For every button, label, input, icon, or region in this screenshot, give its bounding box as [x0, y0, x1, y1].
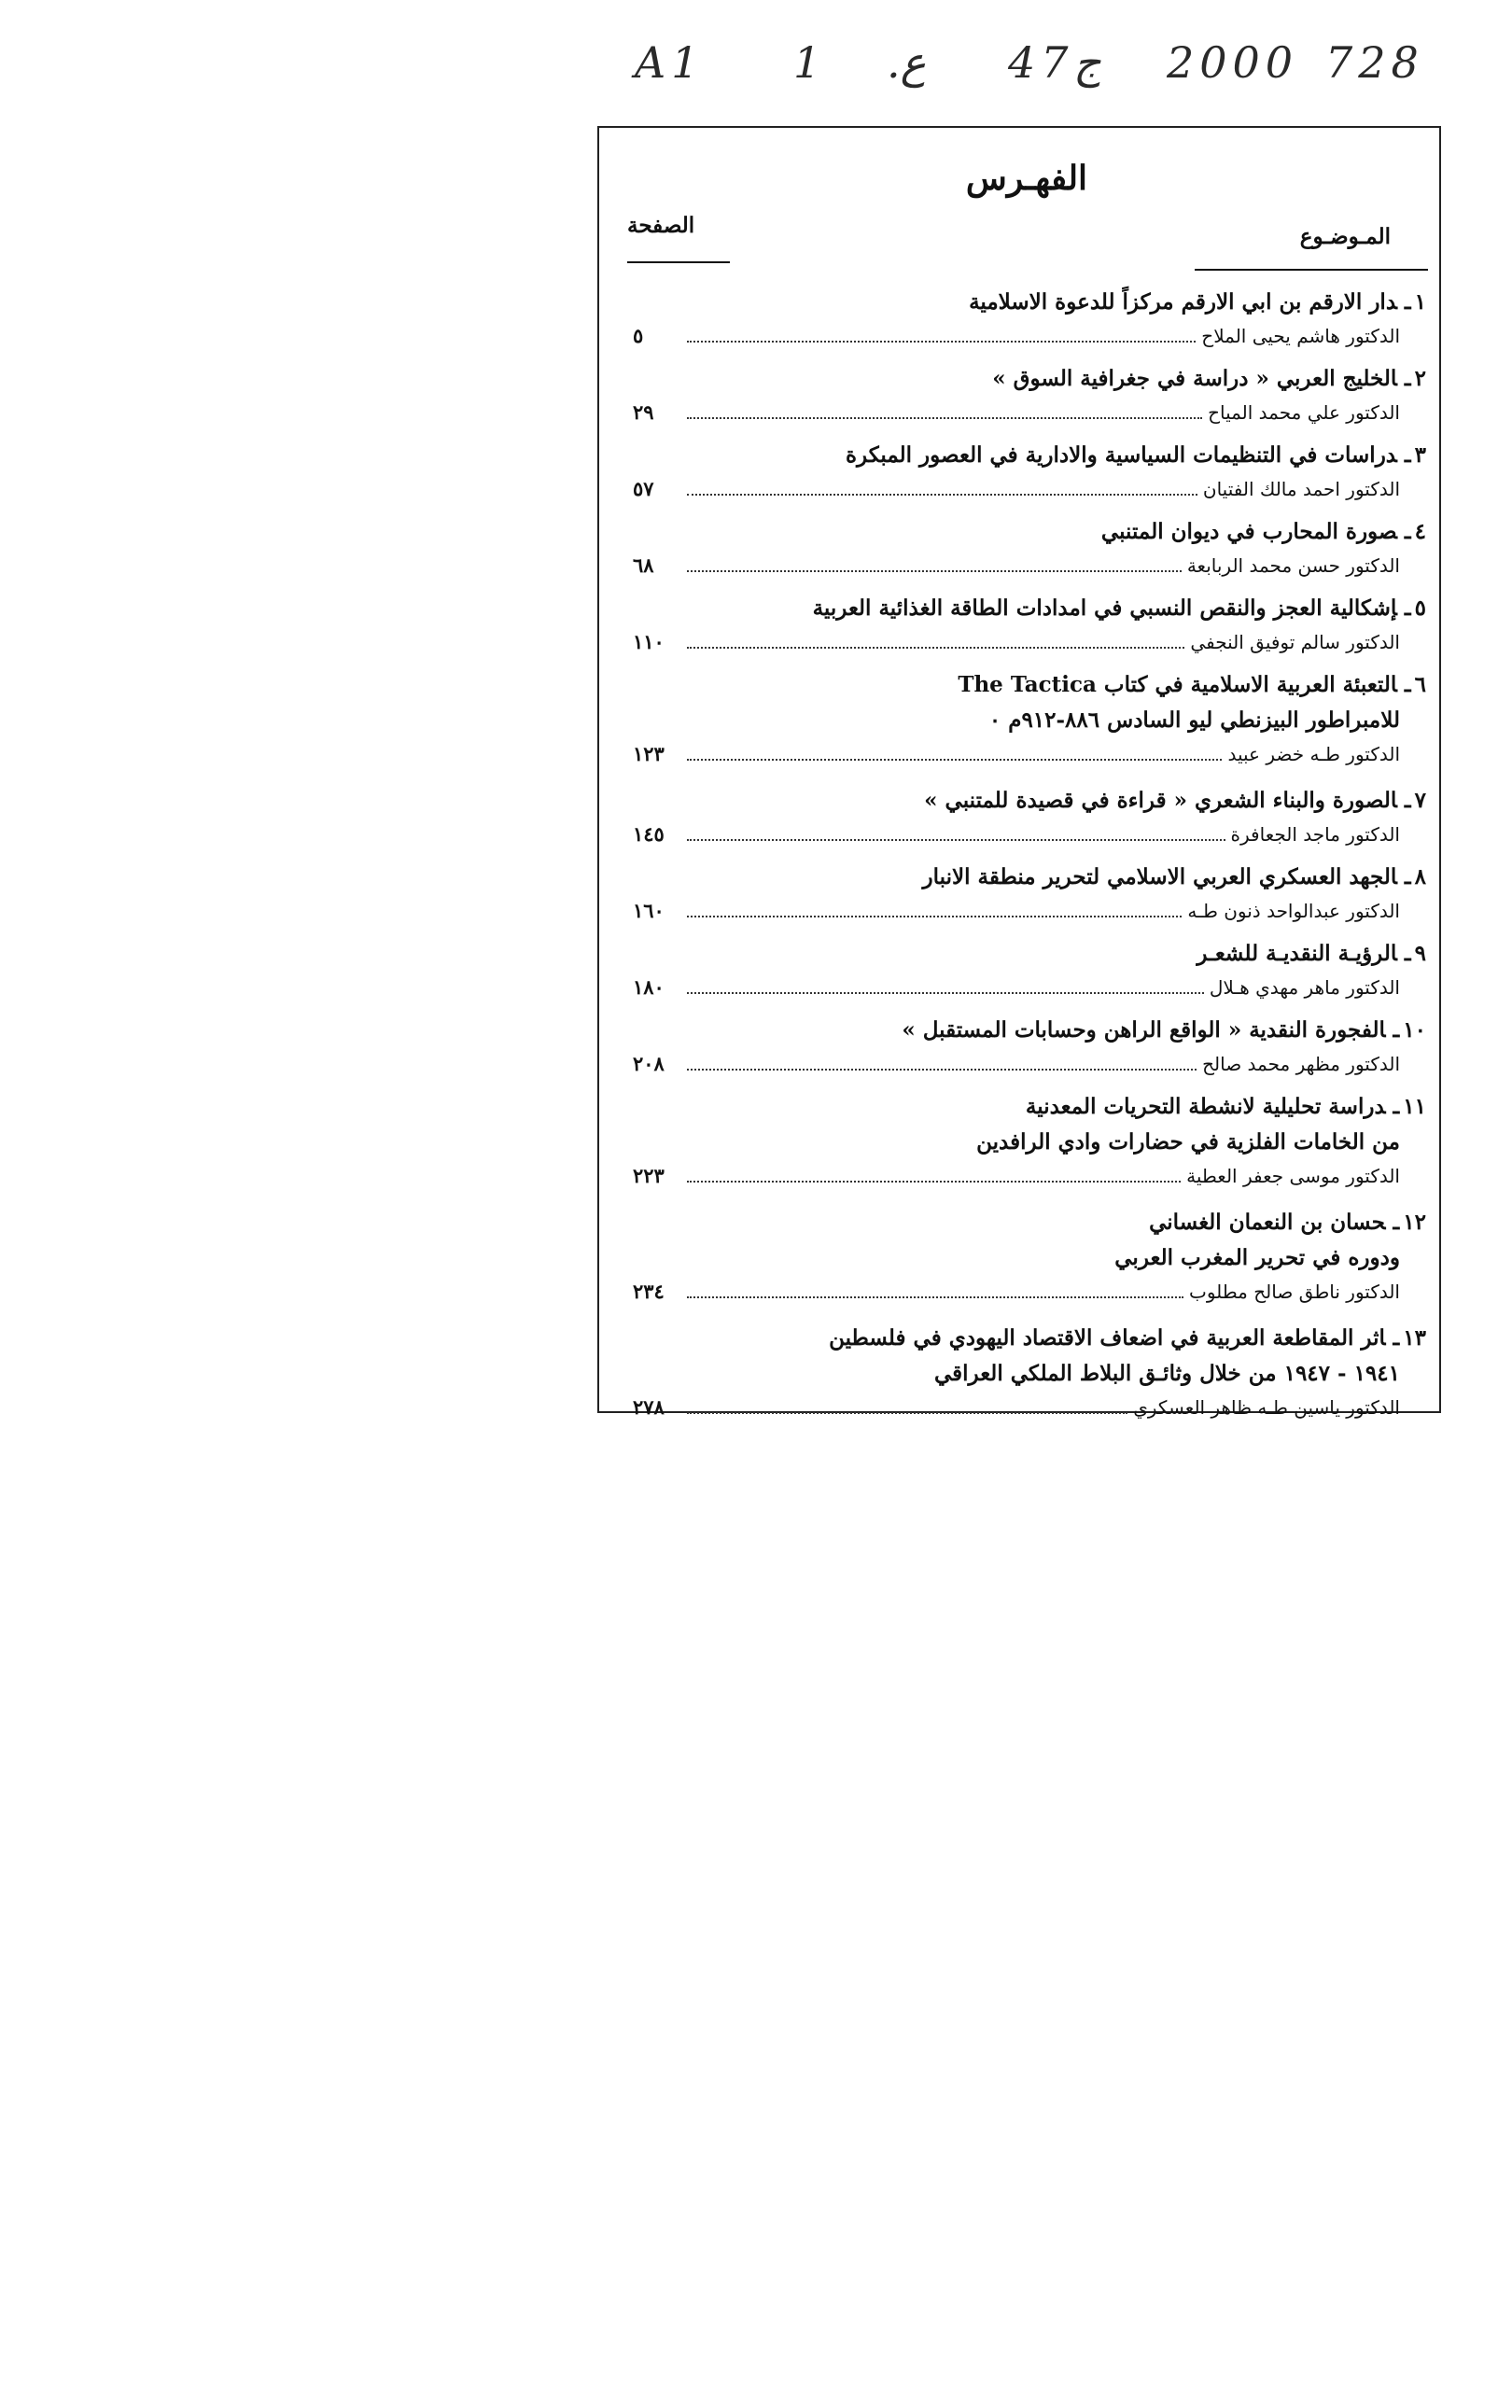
page-header-rule [627, 261, 730, 263]
entry-author-line [633, 738, 1400, 770]
entry-number: ١٣ [1403, 1325, 1426, 1351]
entry-page-number: ١١٠ [633, 630, 665, 653]
toc-list [633, 285, 1426, 1436]
entry-separator: ـ [1393, 1017, 1400, 1043]
entry-page-number: ١٨٠ [633, 975, 665, 999]
entry-title: الخليج العربي « دراسة في جغرافية السوق » [992, 366, 1397, 391]
entry-separator: ـ [1404, 366, 1411, 391]
entry-number: ١١ [1403, 1094, 1426, 1119]
entry-number: ١٢ [1403, 1210, 1426, 1235]
entry-author: الدكتور علي محمد المياح [1208, 401, 1400, 424]
entry-separator: ـ [1404, 595, 1411, 621]
entry-title-line [633, 860, 1426, 895]
dot-leader [687, 417, 1202, 419]
dot-leader [687, 839, 1225, 841]
entry-title-line [633, 438, 1426, 473]
entry-author-line [633, 1048, 1400, 1080]
toc-entry [633, 1089, 1426, 1192]
toc-entry [633, 1321, 1426, 1423]
entry-author: الدكتور ماجد الجعافرة [1230, 823, 1400, 846]
entry-author-line [633, 550, 1400, 581]
entry-separator: ـ [1393, 1325, 1400, 1351]
toc-entry [633, 667, 1426, 770]
entry-page-number: ٢٣٤ [633, 1280, 665, 1303]
handwritten-part: 728 [1325, 37, 1424, 88]
dot-leader [687, 916, 1182, 917]
entry-page-number: ١٤٥ [633, 822, 665, 846]
entry-page-number: ٦٨ [633, 553, 654, 577]
dot-leader [687, 1296, 1183, 1298]
entry-separator: ـ [1404, 442, 1411, 468]
entry-title-line [633, 667, 1426, 703]
entry-author-line [633, 626, 1400, 658]
entry-title-line [633, 1013, 1426, 1048]
handwritten-part: 1 [793, 37, 827, 88]
entry-number: ٣ [1414, 442, 1426, 468]
entry-page-number: ٢٠٨ [633, 1052, 665, 1075]
entry-title: دار الارقم بن ابي الارقم مركزاً للدعوة الاسلامية [969, 289, 1397, 315]
toc-entry [633, 361, 1426, 428]
entry-author: الدكتور طـه خضر عبيد [1227, 743, 1400, 765]
entry-title: دراسات في التنظيمات السياسية والادارية في العصور المبكرة [845, 442, 1397, 468]
toc-entry [633, 438, 1426, 505]
entry-title: التعبئة العربية الاسلامية في كتاب The Tactica [958, 672, 1397, 697]
entry-author: الدكتور ماهر مهدي هـلال [1209, 976, 1400, 999]
entry-page-number: ٢٢٣ [633, 1164, 665, 1187]
entry-author: الدكتور هاشم يحيى الملاح [1201, 325, 1400, 347]
entry-title: الجهد العسكري العربي الاسلامي لتحرير منطقة الانبار [922, 864, 1397, 889]
toc-entry [633, 860, 1426, 927]
entry-separator: ـ [1404, 289, 1411, 315]
entry-author: الدكتور مظهر محمد صالح [1202, 1053, 1400, 1075]
entry-number: ٧ [1414, 788, 1426, 813]
subject-column-header: المـوضـوع [1299, 224, 1391, 249]
entry-title-line [633, 936, 1426, 972]
entry-author: الدكتور حسن محمد الربابعة [1186, 554, 1400, 577]
entry-subtitle: ودوره في تحرير المغرب العربي [1114, 1245, 1400, 1270]
entry-title: إشكالية العجز والنقص النسبي في امدادات الطاقة الغذائية العربية [812, 595, 1397, 621]
handwritten-part: .ع [887, 37, 927, 88]
dot-leader [687, 570, 1182, 572]
toc-entry [633, 783, 1426, 850]
subject-header-rule [1195, 269, 1428, 271]
entry-author-line [633, 1276, 1400, 1308]
handwritten-part: 47 [1008, 37, 1074, 88]
entry-title: الصورة والبناء الشعري « قراءة في قصيدة للمتنبي » [924, 788, 1397, 813]
entry-number: ٥ [1414, 595, 1426, 621]
toc-entry [633, 591, 1426, 658]
handwritten-part: 2000 [1167, 37, 1299, 88]
dot-leader [687, 341, 1196, 343]
entry-separator: ـ [1404, 519, 1411, 544]
toc-entry [633, 1205, 1426, 1308]
toc-entry [633, 1013, 1426, 1080]
entry-number: ٢ [1414, 366, 1426, 391]
page-title: الفهـرس [965, 159, 1088, 198]
entry-title-line [633, 1205, 1426, 1240]
dot-leader [687, 759, 1222, 761]
entry-title: صورة المحارب في ديوان المتنبي [1100, 519, 1397, 544]
entry-title-line [633, 591, 1426, 626]
entry-author: الدكتور سالم توفيق النجفي [1190, 631, 1400, 653]
entry-page-number: ١٢٣ [633, 742, 665, 765]
entry-number: ١٠ [1403, 1017, 1426, 1043]
handwritten-part: ج [1073, 37, 1101, 88]
entry-page-number: ٢٧٨ [633, 1395, 665, 1419]
dot-leader [687, 647, 1184, 649]
entry-subtitle: ١٩٤١ - ١٩٤٧ من خلال وثائـق البلاط الملكي العراقي [933, 1361, 1400, 1386]
entry-page-number: ١٦٠ [633, 899, 665, 922]
entry-page-number: ٢٩ [633, 400, 654, 424]
handwritten-part: A1 [635, 37, 705, 88]
dot-leader [687, 1181, 1181, 1183]
entry-author-line [633, 972, 1400, 1003]
toc-entry [633, 936, 1426, 1003]
entry-subtitle: من الخامات الفلزية في حضارات وادي الرافدين [976, 1129, 1400, 1155]
dot-leader [687, 494, 1197, 496]
entry-number: ٤ [1414, 519, 1426, 544]
entry-title-line [633, 1321, 1426, 1356]
entry-author-line [633, 819, 1400, 850]
entry-author: الدكتور ياسين طـه ظاهر العسكري [1133, 1396, 1400, 1419]
entry-number: ١ [1414, 289, 1426, 315]
entry-separator: ـ [1404, 672, 1411, 697]
entry-title: الرؤيـة النقديـة للشعـر [1197, 941, 1397, 966]
toc-entry [633, 285, 1426, 352]
entry-author: الدكتور موسى جعفر العطية [1186, 1165, 1400, 1187]
dot-leader [687, 992, 1204, 994]
entry-title: دراسة تحليلية لانشطة التحريات المعدنية [1025, 1094, 1386, 1119]
entry-author: الدكتور ناطق صالح مطلوب [1188, 1281, 1400, 1303]
entry-subtitle: للامبراطور البيزنطي ليو السادس ٨٨٦-٩١٢م ٠ [988, 707, 1400, 733]
entry-title-line [633, 285, 1426, 320]
entry-title-line [633, 1089, 1426, 1125]
entry-author-line [633, 1160, 1400, 1192]
entry-author-line [633, 895, 1400, 927]
entry-page-number: ٥ [633, 324, 644, 347]
page-column-header: الصفحة [627, 213, 695, 238]
entry-separator: ـ [1404, 864, 1411, 889]
entry-separator: ـ [1393, 1210, 1400, 1235]
entry-author-line [633, 1392, 1400, 1423]
entry-title-line [633, 783, 1426, 819]
dot-leader [687, 1069, 1197, 1071]
entry-author: الدكتور عبدالواحد ذنون طـه [1187, 900, 1400, 922]
entry-number: ٦ [1414, 672, 1426, 697]
entry-author-line [633, 397, 1400, 428]
entry-author-line [633, 320, 1400, 352]
entry-number: ٩ [1414, 941, 1426, 966]
entry-separator: ـ [1404, 788, 1411, 813]
entry-title-line [633, 361, 1426, 397]
toc-entry [633, 514, 1426, 581]
entry-title: حسان بن النعمان الغساني [1149, 1210, 1386, 1235]
entry-separator: ـ [1404, 941, 1411, 966]
entry-separator: ـ [1393, 1094, 1400, 1119]
entry-author-line [633, 473, 1400, 505]
dot-leader [687, 1412, 1127, 1414]
entry-title-line [633, 514, 1426, 550]
entry-author: الدكتور احمد مالك الفتيان [1202, 478, 1400, 500]
entry-title: اثر المقاطعة العربية في اضعاف الاقتصاد اليهودي في فلسطين [829, 1325, 1386, 1351]
entry-page-number: ٥٧ [633, 477, 654, 500]
entry-number: ٨ [1414, 864, 1426, 889]
entry-title: الفجورة النقدية « الواقع الراهن وحسابات المستقبل » [902, 1017, 1386, 1043]
handwritten-reference [635, 21, 1437, 105]
